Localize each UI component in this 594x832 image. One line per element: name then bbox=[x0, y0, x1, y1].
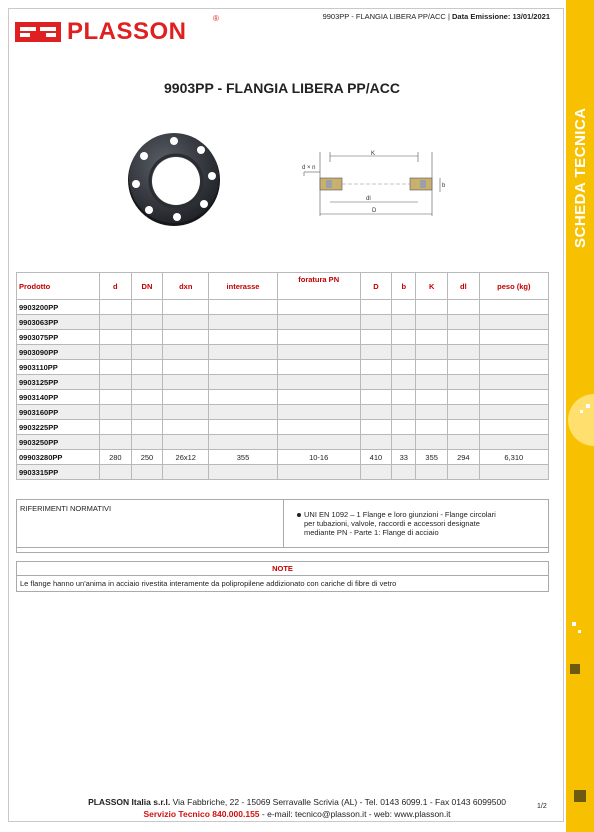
table-cell bbox=[277, 345, 360, 360]
table-row bbox=[17, 390, 549, 405]
table-cell bbox=[416, 345, 448, 360]
header-date-label: Data Emissione: bbox=[452, 12, 511, 21]
footer-line-1 bbox=[0, 797, 594, 807]
table-cell bbox=[209, 375, 278, 390]
table-cell bbox=[277, 300, 360, 315]
side-label: SCHEDA TECNICA bbox=[572, 107, 589, 248]
table-cell bbox=[416, 360, 448, 375]
table-cell bbox=[360, 405, 392, 420]
reference-line: UNI EN 1092 – 1 Flange e loro giunzioni - Flange circolari bbox=[304, 510, 496, 519]
technical-drawing bbox=[294, 148, 454, 228]
table-cell bbox=[416, 405, 448, 420]
drawing-label-dl: dl bbox=[366, 196, 371, 202]
table-cell: 280 bbox=[100, 450, 132, 465]
table-cell bbox=[100, 420, 132, 435]
product-code-cell: 09903280PP bbox=[17, 450, 100, 465]
table-cell bbox=[277, 465, 360, 480]
column-header: DN bbox=[131, 273, 163, 300]
table-cell bbox=[392, 465, 416, 480]
column-header: dl bbox=[448, 273, 480, 300]
table-cell bbox=[209, 465, 278, 480]
table-cell bbox=[277, 375, 360, 390]
side-decoration-icon bbox=[566, 0, 594, 832]
table-cell bbox=[360, 315, 392, 330]
table-row bbox=[17, 345, 549, 360]
table-cell bbox=[163, 345, 209, 360]
table-cell bbox=[163, 375, 209, 390]
flange-photo-icon bbox=[124, 128, 224, 228]
table-cell bbox=[131, 405, 163, 420]
note-label: NOTE bbox=[17, 562, 548, 576]
table-cell bbox=[360, 420, 392, 435]
side-band bbox=[566, 0, 594, 832]
references-box bbox=[16, 499, 549, 548]
table-cell bbox=[100, 405, 132, 420]
product-code-cell: 9903075PP bbox=[17, 330, 100, 345]
product-code-cell: 9903200PP bbox=[17, 300, 100, 315]
column-header: Prodotto bbox=[17, 273, 100, 300]
table-cell bbox=[479, 420, 548, 435]
product-code-cell: 9903090PP bbox=[17, 345, 100, 360]
product-code-cell: 9903110PP bbox=[17, 360, 100, 375]
table-cell bbox=[416, 390, 448, 405]
table-cell bbox=[448, 345, 480, 360]
header-separator: | bbox=[447, 12, 450, 21]
table-cell bbox=[479, 405, 548, 420]
table-cell bbox=[209, 435, 278, 450]
table-cell bbox=[277, 315, 360, 330]
table-cell bbox=[163, 315, 209, 330]
table-cell bbox=[448, 330, 480, 345]
product-code-cell: 9903225PP bbox=[17, 420, 100, 435]
header-code: 9903PP - FLANGIA LIBERA PP/ACC bbox=[322, 12, 446, 21]
table-cell bbox=[360, 360, 392, 375]
table-cell: 250 bbox=[131, 450, 163, 465]
product-code-cell: 9903160PP bbox=[17, 405, 100, 420]
brand-trademark: ® bbox=[213, 14, 219, 23]
table-cell bbox=[163, 330, 209, 345]
table-cell bbox=[163, 300, 209, 315]
references-spacer bbox=[16, 548, 549, 553]
table-cell bbox=[131, 300, 163, 315]
table-cell bbox=[100, 330, 132, 345]
footer-contacts: - e-mail: tecnico@plasson.it - web: www.plasson.it bbox=[261, 809, 451, 819]
product-code-cell: 9903315PP bbox=[17, 465, 100, 480]
table-cell bbox=[360, 375, 392, 390]
table-cell bbox=[131, 465, 163, 480]
column-header: peso (kg) bbox=[479, 273, 548, 300]
table-cell bbox=[131, 360, 163, 375]
table-cell bbox=[416, 465, 448, 480]
table-cell bbox=[209, 330, 278, 345]
table-row bbox=[17, 465, 549, 480]
table-cell bbox=[448, 465, 480, 480]
table-cell: 26x12 bbox=[163, 450, 209, 465]
product-code-cell: 9903250PP bbox=[17, 435, 100, 450]
table-cell bbox=[416, 330, 448, 345]
table-header-row bbox=[17, 273, 549, 300]
footer-line-2 bbox=[0, 809, 594, 819]
table-row bbox=[17, 450, 549, 465]
table-cell bbox=[392, 300, 416, 315]
drawing-label-dxn: d × n bbox=[302, 165, 316, 171]
table-cell bbox=[360, 435, 392, 450]
brand-name: PLASSON bbox=[67, 18, 187, 45]
table-cell bbox=[479, 465, 548, 480]
note-box bbox=[16, 561, 549, 592]
table-cell bbox=[448, 360, 480, 375]
references-label: RIFERIMENTI NORMATIVI bbox=[17, 500, 284, 547]
table-cell bbox=[392, 345, 416, 360]
footer-service: Servizio Tecnico 840.000.155 bbox=[143, 809, 260, 819]
table-cell: 10-16 bbox=[277, 450, 360, 465]
table-cell bbox=[100, 465, 132, 480]
table-row bbox=[17, 375, 549, 390]
header-date: 13/01/2021 bbox=[512, 12, 550, 21]
table-row bbox=[17, 420, 549, 435]
reference-line: per tubazioni, valvole, raccordi e accessori designate bbox=[304, 519, 480, 528]
table-cell bbox=[163, 420, 209, 435]
table-cell: 355 bbox=[416, 450, 448, 465]
table-cell bbox=[163, 435, 209, 450]
table-cell bbox=[392, 315, 416, 330]
column-header: interasse bbox=[209, 273, 278, 300]
table-cell bbox=[360, 390, 392, 405]
table-cell bbox=[277, 435, 360, 450]
spec-table bbox=[16, 272, 549, 480]
references-content bbox=[284, 500, 548, 547]
table-cell bbox=[131, 420, 163, 435]
table-cell bbox=[100, 300, 132, 315]
brand-logo bbox=[15, 14, 219, 46]
table-cell bbox=[448, 375, 480, 390]
table-cell bbox=[100, 390, 132, 405]
table-cell bbox=[392, 330, 416, 345]
column-header: dxn bbox=[163, 273, 209, 300]
product-code-cell: 9903125PP bbox=[17, 375, 100, 390]
table-cell bbox=[392, 360, 416, 375]
table-cell bbox=[131, 315, 163, 330]
table-cell bbox=[392, 390, 416, 405]
column-header: foratura PN bbox=[277, 273, 360, 300]
table-cell: 410 bbox=[360, 450, 392, 465]
product-code-cell: 9903140PP bbox=[17, 390, 100, 405]
table-cell bbox=[360, 465, 392, 480]
drawing-label-d: D bbox=[372, 208, 377, 214]
table-cell bbox=[277, 405, 360, 420]
table-cell bbox=[448, 405, 480, 420]
plasson-logo-mark-icon bbox=[15, 22, 61, 42]
drawing-label-b: b bbox=[442, 183, 446, 189]
table-cell bbox=[448, 435, 480, 450]
note-text: Le flange hanno un'anima in acciaio rivestita interamente da polipropilene addizionato con cariche di fibre di vetro bbox=[20, 579, 397, 588]
table-cell bbox=[100, 360, 132, 375]
table-cell bbox=[479, 345, 548, 360]
table-cell bbox=[360, 300, 392, 315]
table-cell bbox=[479, 435, 548, 450]
table-cell bbox=[209, 345, 278, 360]
table-row bbox=[17, 330, 549, 345]
table-cell bbox=[163, 465, 209, 480]
page-number: 1/2 bbox=[537, 803, 547, 810]
table-cell bbox=[448, 390, 480, 405]
table-cell bbox=[416, 315, 448, 330]
table-cell bbox=[163, 405, 209, 420]
table-cell bbox=[479, 375, 548, 390]
table-cell bbox=[277, 360, 360, 375]
table-cell bbox=[163, 390, 209, 405]
table-cell bbox=[392, 405, 416, 420]
footer bbox=[0, 797, 594, 819]
table-cell bbox=[479, 360, 548, 375]
table-cell bbox=[416, 420, 448, 435]
bullet-icon bbox=[297, 513, 301, 517]
table-cell bbox=[277, 330, 360, 345]
table-cell bbox=[100, 375, 132, 390]
table-row bbox=[17, 360, 549, 375]
table-cell bbox=[416, 435, 448, 450]
table-cell bbox=[392, 420, 416, 435]
table-cell bbox=[209, 300, 278, 315]
table-cell bbox=[131, 390, 163, 405]
column-header: K bbox=[416, 273, 448, 300]
table-cell bbox=[131, 330, 163, 345]
column-header: b bbox=[392, 273, 416, 300]
table-cell bbox=[277, 390, 360, 405]
table-cell: 6,310 bbox=[479, 450, 548, 465]
table-cell bbox=[100, 315, 132, 330]
table-row bbox=[17, 435, 549, 450]
table-cell bbox=[209, 405, 278, 420]
product-photo bbox=[124, 128, 224, 233]
table-cell bbox=[448, 420, 480, 435]
product-code-cell: 9903063PP bbox=[17, 315, 100, 330]
table-cell bbox=[131, 375, 163, 390]
table-row bbox=[17, 300, 549, 315]
table-cell bbox=[479, 315, 548, 330]
table-cell: 33 bbox=[392, 450, 416, 465]
table-cell bbox=[100, 345, 132, 360]
page-title: 9903PP - FLANGIA LIBERA PP/ACC bbox=[164, 80, 400, 96]
table-cell bbox=[209, 420, 278, 435]
footer-company: PLASSON Italia s.r.l. bbox=[88, 797, 171, 807]
table-cell bbox=[448, 315, 480, 330]
table-cell bbox=[209, 390, 278, 405]
table-row bbox=[17, 315, 549, 330]
table-cell bbox=[360, 345, 392, 360]
table-cell bbox=[131, 435, 163, 450]
table-cell bbox=[392, 375, 416, 390]
table-cell bbox=[392, 435, 416, 450]
table-cell: 294 bbox=[448, 450, 480, 465]
document-header bbox=[323, 12, 550, 21]
column-header: D bbox=[360, 273, 392, 300]
table-row bbox=[17, 405, 549, 420]
table-cell bbox=[479, 330, 548, 345]
table-cell bbox=[163, 360, 209, 375]
table-cell bbox=[360, 330, 392, 345]
drawing-label-k: K bbox=[371, 151, 376, 157]
table-cell bbox=[209, 360, 278, 375]
reference-line: mediante PN - Parte 1: Flange di acciaio bbox=[304, 528, 439, 537]
table-cell bbox=[416, 300, 448, 315]
table-cell bbox=[479, 300, 548, 315]
flange-section-drawing-icon bbox=[294, 148, 454, 223]
table-cell: 355 bbox=[209, 450, 278, 465]
table-cell bbox=[131, 345, 163, 360]
table-cell bbox=[479, 390, 548, 405]
table-cell bbox=[448, 300, 480, 315]
table-cell bbox=[416, 375, 448, 390]
table-cell bbox=[209, 315, 278, 330]
table-cell bbox=[277, 420, 360, 435]
footer-address: Via Fabbriche, 22 - 15069 Serravalle Scrivia (AL) - Tel. 0143 6099.1 - Fax 0143 6099500 bbox=[172, 797, 506, 807]
column-header: d bbox=[100, 273, 132, 300]
table-cell bbox=[100, 435, 132, 450]
